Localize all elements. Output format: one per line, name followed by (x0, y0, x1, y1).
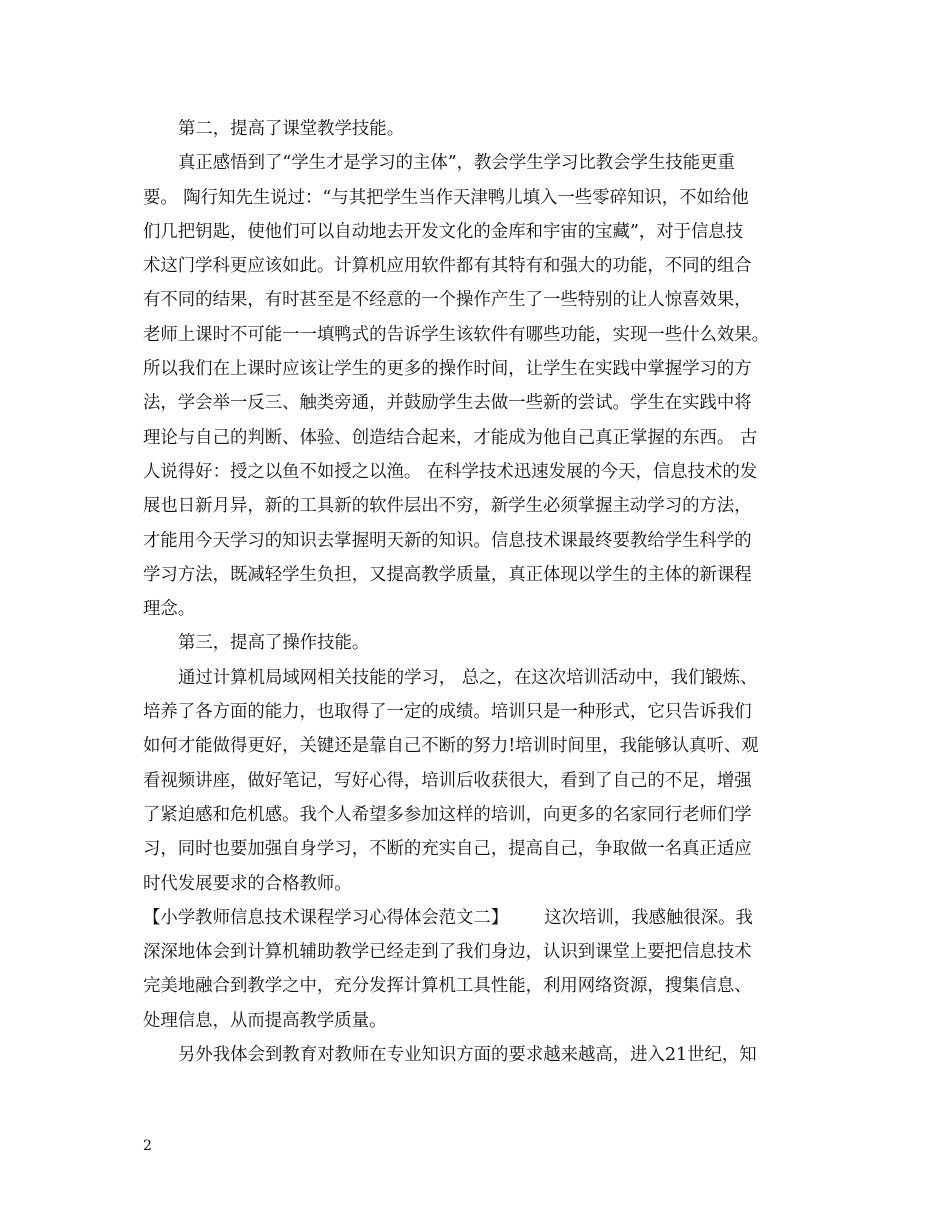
text-line: 完美地融合到教学之中，充分发挥计算机工具性能，利用网络资源，搜集信息、 (143, 976, 752, 997)
text-line: 理论与自己的判断、体验、创造结合起来，才能成为他自己真正掌握的东西。 古 (143, 427, 758, 448)
text-line: 法，学会举一反三、触类旁通，并鼓励学生去做一些新的尝试。学生在实践中将 (143, 393, 752, 414)
text-line: 真正感悟到了“学生才是学习的主体”，教会学生学习比教会学生技能更重 (178, 153, 735, 174)
section-title: 【小学教师信息技术课程学习心得体会范文二】 (143, 907, 509, 928)
text-line: 人说得好：授之以鱼不如授之以渔。 在科学技术迅速发展的今天，信息技术的发 (143, 461, 758, 482)
text-line: 另外我体会到教育对教师在专业知识方面的要求越来越高，进入21世纪，知 (178, 1045, 757, 1066)
text-line: 理念。 (143, 599, 196, 620)
text-line: 老师上课时不可能一一填鸭式的告诉学生该软件有哪些功能，实现一些什么效果。 (143, 324, 770, 345)
text-line: 有不同的结果，有时甚至是不经意的一个操作产生了一些特别的让人惊喜效果， (143, 290, 752, 311)
heading-line (143, 901, 823, 935)
paragraph-heading-second: 第二，提高了课堂教学技能。 (178, 119, 405, 139)
paragraph-heading-third: 第三，提高了操作技能。 (178, 633, 370, 654)
text-line: 处理信息，从而提高教学质量。 (143, 1010, 387, 1031)
text-line: 术这门学科更应该如此。计算机应用软件都有其特有和强大的功能，不同的组合 (143, 256, 752, 277)
section-title-text: 这次培训，我感触很深。我 (544, 907, 753, 928)
text-line: 通过计算机局域网相关技能的学习， 总之，在这次培训活动中，我们锻炼、 (178, 667, 758, 688)
document-body (143, 112, 823, 1072)
text-line: 学习方法，既减轻学生负担，又提高教学质量，真正体现以学生的主体的新课程 (143, 564, 752, 585)
text-line: 了紧迫感和危机感。我个人希望多参加这样的培训，向更多的名家同行老师们学 (143, 804, 752, 825)
text-line: 才能用今天学习的知识去掌握明天新的知识。信息技术课最终要教给学生科学的 (143, 530, 752, 551)
text-line: 看视频讲座，做好笔记，写好心得，培训后收获很大，看到了自己的不足，增强 (143, 770, 752, 791)
text-line: 培养了各方面的能力，也取得了一定的成绩。培训只是一种形式，它只告诉我们 (143, 702, 752, 723)
text-line: 们几把钥匙，使他们可以自动地去开发文化的金库和宇宙的宝藏”，对于信息技 (143, 221, 744, 242)
text-line: 习，同时也要加强自身学习，不断的充实自己，提高自己，争取做一名真正适应 (143, 839, 752, 860)
text-line: 要。 陶行知先生说过：“与其把学生当作天津鸭儿填入一些零碎知识，不如给他 (143, 187, 749, 208)
text-line: 所以我们在上课时应该让学生的更多的操作时间，让学生在实践中掌握学习的方 (143, 359, 752, 380)
text-line: 时代发展要求的合格教师。 (143, 873, 352, 894)
text-line: 展也日新月异，新的工具新的软件层出不穷，新学生必须掌握主动学习的方法， (143, 496, 752, 517)
text-line: 如何才能做得更好，关键还是靠自己不断的努力!培训时间里，我能够认真听、观 (143, 736, 759, 757)
text-line: 深深地体会到计算机辅助教学已经走到了我们身边，认识到课堂上要把信息技术 (143, 942, 752, 963)
page-number: 2 (143, 1138, 152, 1154)
